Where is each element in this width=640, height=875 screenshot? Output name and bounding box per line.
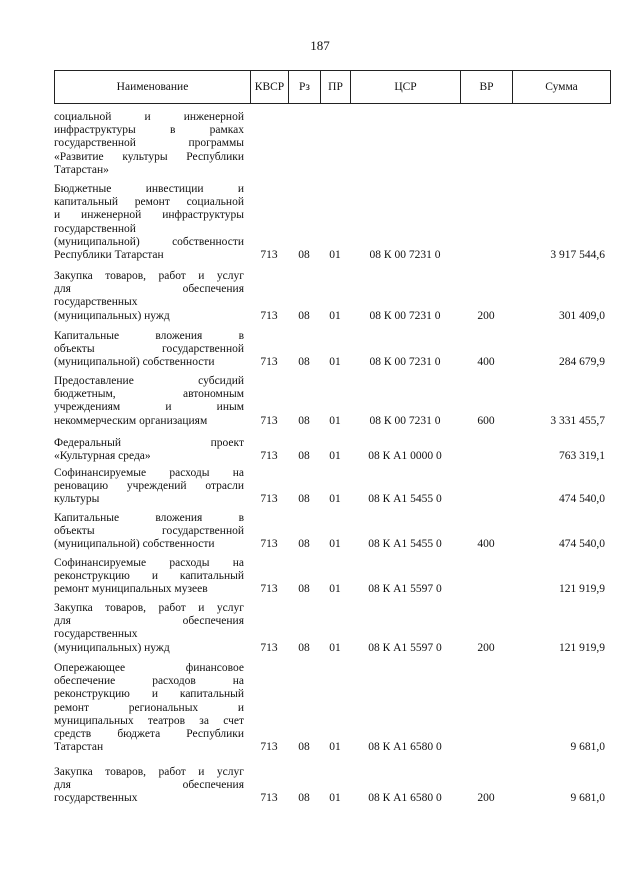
pr-cell: 01 [329, 538, 341, 551]
csr-cell: 08 К А1 0000 0 [368, 450, 442, 463]
row-name-line: реновацию учреждений отрасли [54, 480, 244, 493]
row-name [54, 467, 244, 507]
row-name-line: Капитальные вложения в [54, 512, 244, 524]
header-pr: ПР [321, 71, 351, 103]
row-name-line: социальной и инженерной [54, 111, 244, 123]
sum-cell: 3 331 455,7 [550, 414, 605, 427]
table-row [54, 467, 611, 507]
row-name-line: государственной [54, 222, 136, 235]
row-name-line: Бюджетные инвестиции и [54, 183, 244, 195]
row-name-line: объекты государственной [54, 343, 244, 356]
row-name-line: для обеспечения [54, 615, 244, 628]
vr-cell: 200 [477, 309, 495, 322]
vr-cell: 400 [477, 356, 495, 369]
row-name-line: государственных [54, 792, 138, 805]
table-row [54, 111, 611, 177]
pr-cell: 01 [329, 309, 341, 322]
row-name [54, 437, 244, 463]
table-row [54, 437, 611, 463]
pr-cell: 01 [329, 414, 341, 427]
pr-cell: 01 [329, 641, 341, 654]
table-row [54, 662, 611, 754]
row-name [54, 662, 244, 754]
header-csr: ЦСР [351, 71, 461, 103]
row-name-line: «Развитие культуры Республики [54, 150, 244, 163]
row-name-line: Капитальные вложения в [54, 330, 244, 342]
row-name-line: объекты государственной [54, 525, 244, 538]
row-name-line: Федеральный проект [54, 437, 244, 449]
row-name [54, 557, 244, 597]
sum-cell: 284 679,9 [559, 356, 605, 369]
rz-cell: 08 [298, 450, 310, 463]
rz-cell: 08 [298, 583, 310, 596]
sum-cell: 9 681,0 [570, 792, 605, 805]
table-row [54, 183, 611, 262]
row-name-line: государственных [54, 628, 138, 641]
row-name-line: ремонт муниципальных музеев [54, 583, 208, 596]
csr-cell: 08 К А1 5597 0 [368, 583, 442, 596]
rz-cell: 08 [298, 356, 310, 369]
kvsr-cell: 713 [260, 538, 278, 551]
kvsr-cell: 713 [260, 248, 278, 261]
header-vr: ВР [461, 71, 513, 103]
sum-cell: 121 919,9 [559, 641, 605, 654]
rz-cell: 08 [298, 493, 310, 506]
row-name-line: ремонт региональных и [54, 701, 244, 714]
row-name-line: для обеспечения [54, 283, 244, 296]
table-row [54, 330, 611, 370]
kvsr-cell: 713 [260, 356, 278, 369]
row-name [54, 330, 244, 370]
row-name-line: Софинансируемые расходы на [54, 467, 244, 479]
table-header [54, 70, 611, 104]
pr-cell: 01 [329, 493, 341, 506]
pr-cell: 01 [329, 248, 341, 261]
pr-cell: 01 [329, 583, 341, 596]
row-name-line: Татарстан» [54, 163, 109, 176]
csr-cell: 08 К 00 7231 0 [369, 356, 441, 369]
kvsr-cell: 713 [260, 583, 278, 596]
rz-cell: 08 [298, 309, 310, 322]
row-name-line: (муниципальных) нужд [54, 309, 170, 322]
row-name [54, 602, 244, 655]
row-name-line: культуры [54, 493, 100, 506]
row-name-line: инфраструктуры в рамках [54, 124, 244, 137]
row-name-line: Закупка товаров, работ и услуг [54, 766, 244, 778]
sum-cell: 3 917 544,6 [550, 248, 605, 261]
sum-cell: 474 540,0 [559, 538, 605, 551]
vr-cell: 200 [477, 792, 495, 805]
row-name [54, 183, 244, 262]
page-number: 187 [310, 38, 330, 53]
row-name-line: государственной программы [54, 137, 244, 150]
row-name [54, 111, 244, 177]
table-row [54, 512, 611, 552]
row-name-line: (муниципальной) собственности [54, 538, 215, 551]
csr-cell: 08 К А1 5455 0 [368, 493, 442, 506]
csr-cell: 08 К 00 7231 0 [369, 414, 441, 427]
rz-cell: 08 [298, 792, 310, 805]
row-name-line: средств бюджета Республики [54, 727, 244, 740]
rz-cell: 08 [298, 538, 310, 551]
row-name-line: государственных [54, 296, 138, 309]
sum-cell: 763 319,1 [559, 450, 605, 463]
row-name-line: реконструкцию и капитальный [54, 570, 244, 583]
csr-cell: 08 К А1 6580 0 [368, 741, 442, 754]
header-kvsr: КВСР [251, 71, 289, 103]
row-name-line: Закупка товаров, работ и услуг [54, 602, 244, 614]
csr-cell: 08 К А1 5597 0 [368, 641, 442, 654]
sum-cell: 121 919,9 [559, 583, 605, 596]
csr-cell: 08 К А1 5455 0 [368, 538, 442, 551]
table-row [54, 766, 611, 806]
kvsr-cell: 713 [260, 450, 278, 463]
row-name-line: реконструкцию и капитальный [54, 688, 244, 701]
row-name-line: «Культурная среда» [54, 450, 151, 463]
row-name-line: (муниципальной) собственности [54, 356, 215, 369]
vr-cell: 600 [477, 414, 495, 427]
row-name-line: учреждениям и иным [54, 401, 244, 414]
csr-cell: 08 К 00 7231 0 [369, 248, 441, 261]
kvsr-cell: 713 [260, 641, 278, 654]
row-name [54, 512, 244, 552]
rz-cell: 08 [298, 741, 310, 754]
csr-cell: 08 К 00 7231 0 [369, 309, 441, 322]
sum-cell: 474 540,0 [559, 493, 605, 506]
row-name-line: и инженерной инфраструктуры [54, 209, 244, 222]
kvsr-cell: 713 [260, 309, 278, 322]
row-name-line: муниципальных театров за счет [54, 714, 244, 727]
pr-cell: 01 [329, 450, 341, 463]
kvsr-cell: 713 [260, 792, 278, 805]
table-row [54, 375, 611, 428]
row-name-line: (муниципальных) нужд [54, 641, 170, 654]
kvsr-cell: 713 [260, 741, 278, 754]
vr-cell: 400 [477, 538, 495, 551]
row-name-line: Предоставление субсидий [54, 375, 244, 387]
pr-cell: 01 [329, 792, 341, 805]
pr-cell: 01 [329, 741, 341, 754]
row-name [54, 766, 244, 806]
row-name [54, 375, 244, 428]
kvsr-cell: 713 [260, 493, 278, 506]
vr-cell: 200 [477, 641, 495, 654]
rz-cell: 08 [298, 641, 310, 654]
table-row [54, 270, 611, 323]
table-row [54, 602, 611, 655]
pr-cell: 01 [329, 356, 341, 369]
row-name-line: Закупка товаров, работ и услуг [54, 270, 244, 282]
row-name-line: бюджетным, автономным [54, 388, 244, 401]
header-name: Наименование [55, 71, 251, 103]
kvsr-cell: 713 [260, 414, 278, 427]
sum-cell: 301 409,0 [559, 309, 605, 322]
row-name-line: для обеспечения [54, 779, 244, 792]
rz-cell: 08 [298, 248, 310, 261]
header-rz: Рз [289, 71, 321, 103]
row-name-line: Опережающее финансовое [54, 662, 244, 674]
row-name-line: Республики Татарстан [54, 248, 164, 261]
row-name-line: капитальный ремонт социальной [54, 196, 244, 209]
row-name-line: (муниципальной) собственности [54, 235, 244, 248]
rz-cell: 08 [298, 414, 310, 427]
csr-cell: 08 К А1 6580 0 [368, 792, 442, 805]
row-name-line: некоммерческим организациям [54, 414, 208, 427]
sum-cell: 9 681,0 [570, 741, 605, 754]
row-name-line: Татарстан [54, 741, 104, 754]
header-sum: Сумма [545, 81, 578, 93]
table-row [54, 557, 611, 597]
row-name [54, 270, 244, 323]
row-name-line: Софинансируемые расходы на [54, 557, 244, 569]
row-name-line: обеспечение расходов на [54, 675, 244, 688]
